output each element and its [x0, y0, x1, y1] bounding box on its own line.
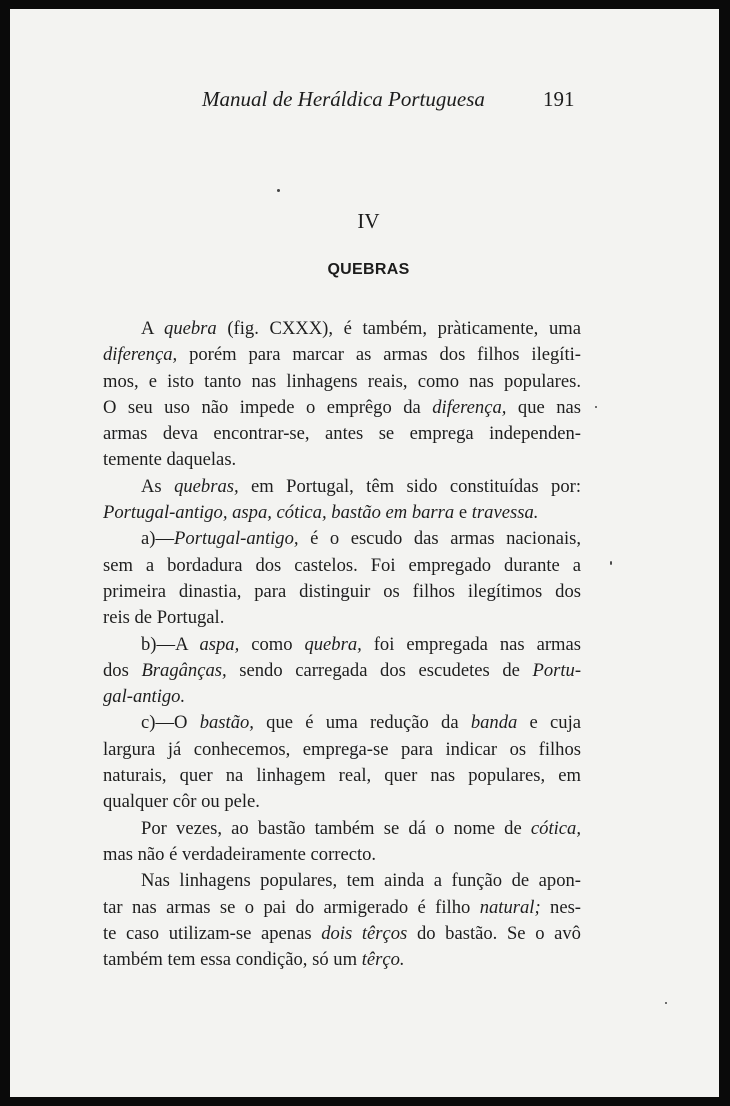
paragraph-line: dos Bragânças, sendo carregada dos escudetes de Portu- — [103, 659, 582, 681]
paragraph-line: diferença, porém para marcar as armas dos filhos ilegíti- — [103, 344, 581, 366]
paragraph-line: largura já conhecemos, emprega-se para indicar os filhos — [103, 738, 581, 760]
print-speck — [595, 406, 597, 408]
paragraph-line: também tem essa condição, só um têrço. — [103, 949, 405, 971]
paragraph-line: b)—A aspa, como quebra, foi empregada nas armas — [141, 633, 581, 655]
paragraph-line: As quebras, em Portugal, têm sido constituídas por: — [141, 475, 582, 497]
paragraph-line: reis de Portugal. — [103, 607, 225, 629]
paragraph-line: Por vezes, ao bastão também se dá o nome de cótica, — [141, 817, 581, 839]
paragraph-line: qualquer côr ou pele. — [103, 791, 260, 813]
page-number: 191 — [543, 87, 575, 111]
print-speck — [610, 561, 612, 565]
paragraph-line: O seu uso não impede o emprêgo da diferença, que nas — [103, 396, 582, 418]
paragraph-line: Portugal-antigo, aspa, cótica, bastão em barra e travessa. — [103, 502, 539, 524]
paragraph-line: gal-antigo. — [103, 686, 186, 708]
paragraph-line: armas deva encontrar-se, antes se emprega independen- — [103, 423, 581, 445]
running-title: Manual de Heráldica Portuguesa — [202, 87, 485, 111]
paragraph-line: Nas linhagens populares, tem ainda a função de apon- — [141, 870, 581, 892]
paragraph-line: a)—Portugal-antigo, é o escudo das armas nacionais, — [141, 528, 581, 550]
print-speck — [665, 1002, 667, 1004]
chapter-number: IV — [357, 209, 380, 233]
running-header — [10, 87, 719, 117]
paragraph-line: mas não é verdadeiramente correcto. — [103, 843, 377, 865]
paragraph-line: mos, e isto tanto nas linhagens reais, como nas populares. — [103, 370, 581, 392]
body-text — [103, 316, 581, 973]
paragraph-line: naturais, quer na linhagem real, quer nas populares, em — [103, 765, 581, 787]
paragraph-line: temente daquelas. — [103, 449, 237, 471]
paragraph-line: c)—O bastão, que é uma redução da banda e cuja — [141, 712, 581, 734]
print-speck — [277, 189, 280, 192]
paragraph-line: sem a bordadura dos castelos. Foi empregado durante a — [103, 554, 581, 576]
book-page — [10, 9, 719, 1097]
paragraph-line: A quebra (fig. CXXX), é também, pràticamente, uma — [141, 318, 581, 339]
paragraph-line: te caso utilizam-se apenas dois têrços do bastão. Se o avô — [103, 922, 581, 944]
paragraph-line: primeira dinastia, para distinguir os filhos ilegítimos dos — [103, 580, 581, 602]
paragraph-line: tar nas armas se o pai do armigerado é filho natural; nes- — [103, 896, 581, 918]
chapter-title: QUEBRAS — [327, 261, 410, 278]
